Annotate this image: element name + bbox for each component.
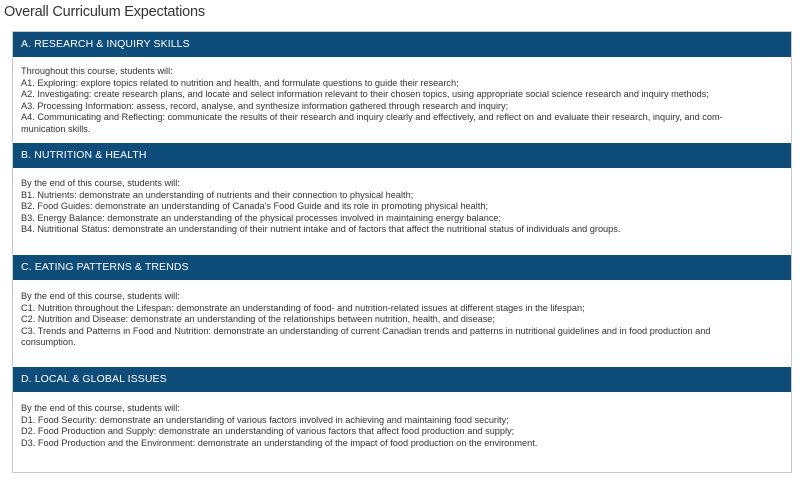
section-body	[13, 392, 791, 472]
expectation-item: D3. Food Production and the Environment: demonstrate an understanding of the impact of food production on the environment.	[21, 437, 538, 448]
expectation-item: A2. Investigating: create research plans, and locate and select information relevant to their chosen topics, using appropriate social science research and inquiry methods;	[21, 89, 709, 99]
expectation-item: A4. Communicating and Reflecting: communicate the results of their research and inquiry clearly and effectively, and reflect on and evaluate their research, inquiry, and com-	[21, 112, 723, 122]
section-body	[13, 57, 791, 143]
expectation-item: D1. Food Security: demonstrate an understanding of various factors involved in achieving and maintaining food security;	[21, 414, 509, 425]
expectation-item: C1. Nutrition throughout the Lifespan: demonstrate an understanding of food- and nutrition-related issues at different stages in the lifespan;	[21, 302, 585, 313]
section-local-global	[13, 367, 791, 472]
section-body	[13, 280, 791, 367]
expectation-item: A1. Exploring: explore topics related to nutrition and health, and formulate questions to guide their research;	[21, 77, 459, 88]
section-header: B. NUTRITION & HEALTH	[13, 143, 791, 168]
section-header: A. RESEARCH & INQUIRY SKILLS	[13, 32, 791, 57]
expectation-item: B1. Nutrients: demonstrate an understanding of nutrients and their connection to physical health;	[21, 189, 414, 200]
section-nutrition-health	[13, 143, 791, 255]
expectation-item: B2. Food Guides: demonstrate an understanding of Canada's Food Guide and its role in promoting physical health;	[21, 201, 489, 211]
section-intro: By the end of this course, students will:	[21, 291, 180, 301]
section-eating-patterns	[13, 255, 791, 367]
section-intro: By the end of this course, students will:	[21, 178, 180, 188]
expectation-item: A3. Processing Information: assess, record, analyse, and synthesize information gathered through research and inquiry;	[21, 100, 509, 111]
expectation-item: B4. Nutritional Status: demonstrate an understanding of their nutrient intake and of factors that affect the nutritional status of individuals and groups.	[21, 224, 621, 234]
section-header: C. EATING PATTERNS & TRENDS	[13, 255, 791, 280]
expectation-item: consumption.	[21, 337, 76, 347]
curriculum-table	[12, 31, 792, 473]
expectation-item: C3. Trends and Patterns in Food and Nutrition: demonstrate an understanding of current Canadian trends and patterns in nutritional guidelines and in food production and	[21, 325, 711, 336]
expectation-item: B3. Energy Balance: demonstrate an understanding of the physical processes involved in maintaining energy balance;	[21, 212, 502, 223]
expectation-item: C2. Nutrition and Disease: demonstrate an understanding of the relationships between nutrition, health, and disease;	[21, 314, 495, 324]
section-intro: By the end of this course, students will:	[21, 403, 180, 413]
section-header: D. LOCAL & GLOBAL ISSUES	[13, 367, 791, 392]
expectation-item: D2. Food Production and Supply: demonstrate an understanding of various factors that affect food production and supply;	[21, 426, 515, 436]
section-body	[13, 168, 791, 255]
section-intro: Throughout this course, students will:	[21, 66, 173, 76]
expectation-item: munication skills.	[21, 123, 91, 134]
section-research-inquiry	[13, 32, 791, 143]
page-title: Overall Curriculum Expectations	[4, 4, 205, 20]
